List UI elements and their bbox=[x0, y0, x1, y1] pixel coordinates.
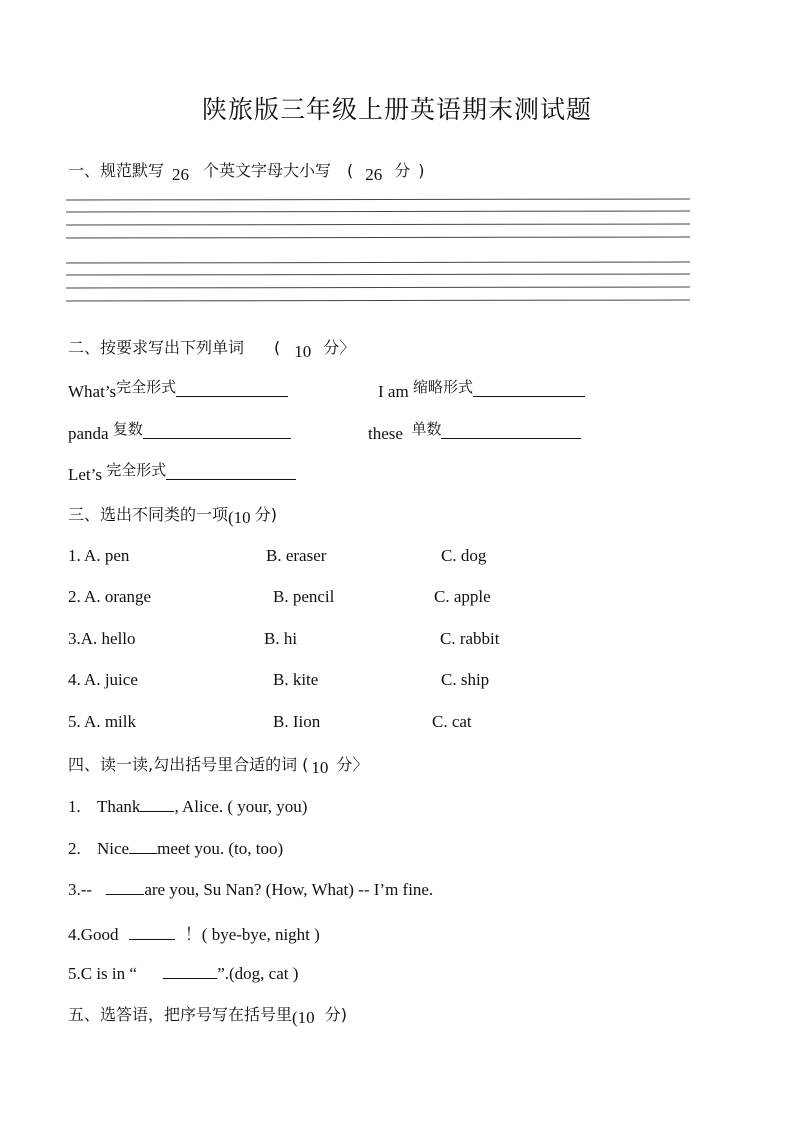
writing-lines-lower bbox=[64, 258, 692, 304]
option-a: 4. A. juice bbox=[68, 670, 138, 689]
option-b: B. Iion bbox=[273, 712, 321, 731]
option-c: C. cat bbox=[432, 712, 472, 731]
answer-blank[interactable] bbox=[129, 923, 175, 940]
section-5-score: (10 bbox=[292, 1008, 315, 1027]
question-text: ！( bye-bye, night ) bbox=[184, 925, 320, 944]
word: I am bbox=[378, 382, 409, 401]
word: these bbox=[368, 424, 403, 443]
hint: 复数 bbox=[112, 420, 143, 438]
section-2-label: 二、按要求写出下列单词 bbox=[68, 338, 245, 357]
answer-blank[interactable] bbox=[441, 422, 581, 439]
question-text: Nice bbox=[97, 839, 130, 858]
section-3-heading bbox=[68, 502, 277, 525]
question-5 bbox=[68, 962, 298, 984]
option-b: B. pencil bbox=[273, 587, 335, 606]
fen-label: 分) bbox=[254, 505, 277, 524]
answer-blank[interactable] bbox=[143, 422, 291, 439]
option-b: B. hi bbox=[264, 629, 298, 648]
fen-label: 分〉 bbox=[323, 338, 356, 357]
section-4-label: 四、读一读,勾出括号里合适的词 ( bbox=[68, 755, 309, 774]
question-text: , Alice. ( your, you) bbox=[174, 797, 308, 816]
question-text: 5.C is in “ bbox=[68, 964, 137, 983]
page-title: 陕旅版三年级上册英语期末测试题 bbox=[201, 95, 592, 124]
writing-lines-upper bbox=[64, 196, 692, 242]
word-item bbox=[68, 422, 291, 444]
section-1-label-b: 个英文字母大小写 bbox=[203, 161, 332, 180]
option-a: 5. A. milk bbox=[68, 712, 137, 731]
section-2-score: 10 bbox=[294, 342, 312, 361]
option-a: 1. A. pen bbox=[68, 546, 130, 565]
letter-count: 26 bbox=[172, 165, 190, 184]
word-item bbox=[368, 422, 581, 444]
question-text: 3.-- bbox=[68, 880, 93, 899]
paren-left: ( bbox=[274, 338, 281, 357]
section-4-heading bbox=[68, 752, 368, 775]
word-item bbox=[378, 380, 585, 402]
fen-label: 分 bbox=[394, 161, 411, 180]
answer-blank[interactable] bbox=[176, 380, 288, 397]
option-c: C. ship bbox=[441, 670, 490, 689]
answer-blank[interactable] bbox=[106, 878, 144, 895]
question-text: are you, Su Nan? (How, What) -- I’m fine. bbox=[144, 880, 434, 899]
word: panda bbox=[68, 424, 109, 443]
question-number: 2. bbox=[68, 839, 81, 858]
option-b: B. eraser bbox=[266, 546, 327, 565]
word-item bbox=[68, 380, 288, 402]
word-item bbox=[68, 463, 296, 485]
option-a: 2. A. orange bbox=[68, 587, 152, 606]
section-5-heading bbox=[68, 1002, 347, 1025]
answer-blank[interactable] bbox=[166, 463, 296, 480]
section-1-label: 一、规范默写 bbox=[68, 161, 165, 180]
question-text: ”.(dog, cat ) bbox=[217, 964, 299, 983]
section-1-heading bbox=[68, 158, 425, 184]
hint: 完全形式 bbox=[106, 461, 167, 479]
paren-left: ( bbox=[347, 161, 354, 180]
word: What’s bbox=[68, 382, 117, 401]
section-5-label: 五、选答语，把序号写在括号里 bbox=[68, 1005, 293, 1024]
question-text: 4.Good bbox=[68, 925, 119, 944]
question-text: meet you. (to, too) bbox=[157, 839, 284, 858]
option-c: C. rabbit bbox=[440, 629, 500, 648]
word: Let’s bbox=[68, 465, 102, 484]
option-c: C. apple bbox=[434, 587, 491, 606]
section-2-heading bbox=[68, 335, 356, 361]
question-3 bbox=[68, 878, 433, 900]
answer-blank[interactable] bbox=[473, 380, 585, 397]
paren-right: ) bbox=[418, 161, 425, 180]
fen-label: 分) bbox=[324, 1005, 347, 1024]
section-1-score: 26 bbox=[365, 165, 383, 184]
section-3-label: 三、选出不同类的一项 bbox=[68, 505, 229, 524]
answer-blank[interactable] bbox=[129, 837, 157, 854]
fen-label: 分〉 bbox=[336, 755, 369, 774]
question-number: 1. bbox=[68, 797, 81, 816]
question-2 bbox=[68, 837, 283, 859]
option-b: B. kite bbox=[273, 670, 319, 689]
answer-blank[interactable] bbox=[163, 962, 217, 979]
section-3-score: (10 bbox=[228, 508, 251, 527]
question-1 bbox=[68, 795, 307, 817]
hint: 缩略形式 bbox=[412, 378, 473, 396]
section-4-score: 10 bbox=[311, 758, 329, 777]
hint: 单数 bbox=[411, 420, 442, 438]
question-4 bbox=[68, 920, 320, 945]
hint: 完全形式 bbox=[116, 378, 177, 396]
option-a: 3.A. hello bbox=[68, 629, 136, 648]
answer-blank[interactable] bbox=[140, 795, 174, 812]
option-c: C. dog bbox=[441, 546, 487, 565]
question-text: Thank bbox=[97, 797, 141, 816]
